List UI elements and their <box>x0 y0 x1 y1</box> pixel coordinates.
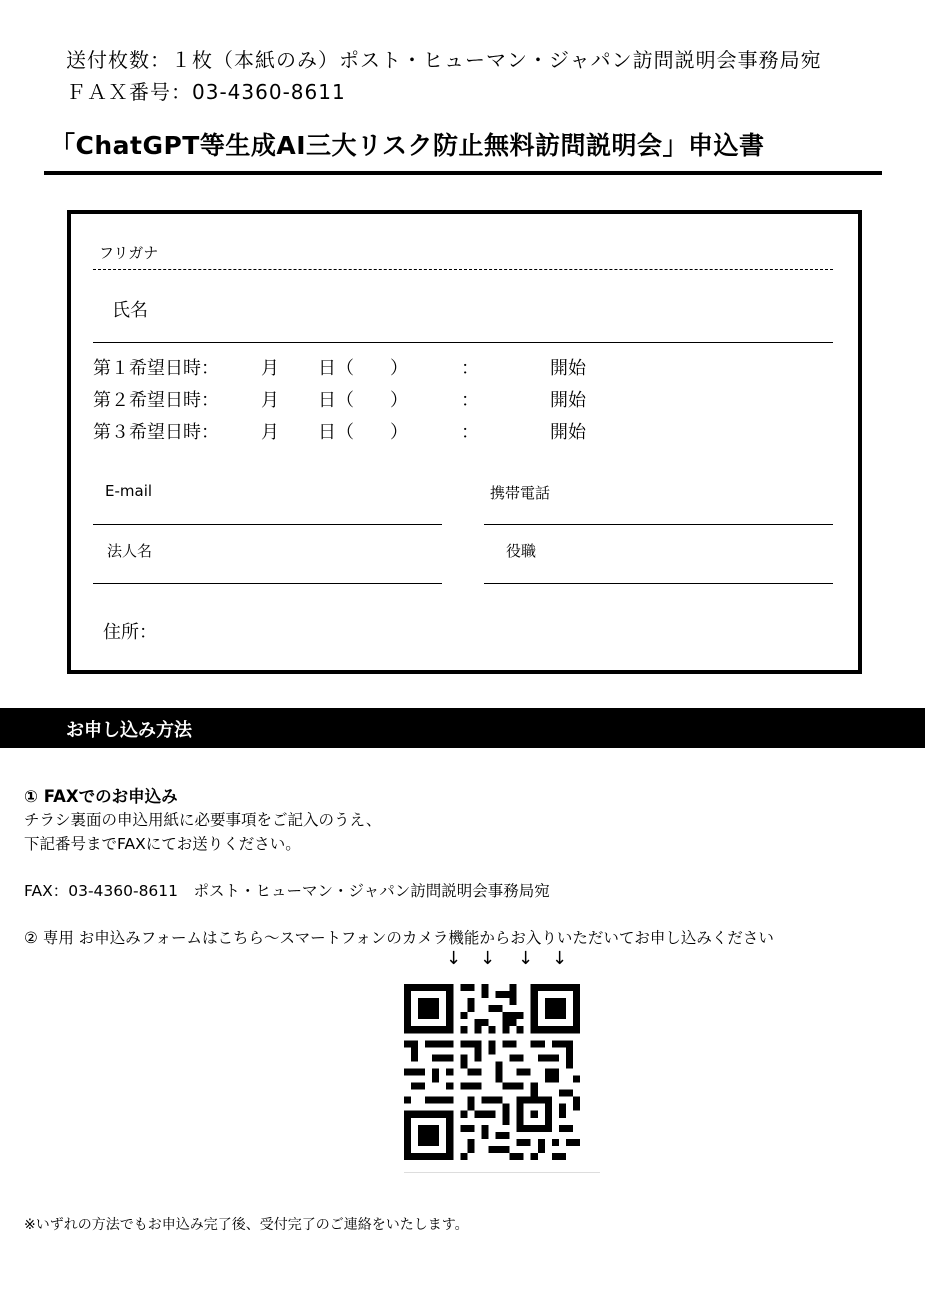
weekday-close: ） <box>390 358 408 379</box>
name-field[interactable] <box>93 342 833 343</box>
date-row-label: 第３希望日時： <box>93 422 219 443</box>
fax-number-detail: FAX：03-4360-8611 ポスト・ヒューマン・ジャパン訪問説明会事務局宛 <box>24 882 550 900</box>
date-row-label: 第１希望日時： <box>93 358 219 379</box>
arrow-group <box>446 948 586 969</box>
footnote: ※いずれの方法でもお申込み完了後、受付完了のご連絡をいたします。 <box>24 1217 469 1233</box>
form-method-prefix: ② 専用 <box>24 929 79 947</box>
day-label: 日（ <box>318 422 354 443</box>
down-arrow-icon: ↓ <box>446 948 462 969</box>
start-label: 開始 <box>550 390 586 411</box>
page-title: 「ChatGPT等生成AI三大リスク防止無料訪問説明会」申込書 <box>50 131 765 160</box>
time-colon: ： <box>461 390 479 411</box>
title-underline <box>44 171 882 175</box>
start-label: 開始 <box>550 422 586 443</box>
day-label: 日（ <box>318 390 354 411</box>
position-field[interactable] <box>484 583 833 584</box>
fax-method-heading: ① FAXでのお申込み <box>24 787 178 806</box>
section-title: お申し込み方法 <box>66 720 192 741</box>
fax-instruction-2: 下記番号までFAXにてお送りください。 <box>24 835 301 853</box>
email-label: E-mail <box>105 482 153 500</box>
down-arrow-icon: ↓ <box>552 948 568 969</box>
name-label: 氏名 <box>112 300 148 321</box>
fax-number-line: ＦＡＸ番号：03-4360-8611 <box>66 80 346 104</box>
form-method-heading <box>24 926 774 948</box>
day-label: 日（ <box>318 358 354 379</box>
furigana-field[interactable] <box>93 269 833 270</box>
month-label: 月 <box>261 422 279 443</box>
time-colon: ： <box>461 358 479 379</box>
position-label: 役職 <box>506 542 537 560</box>
sender-info-line: 送付枚数：１枚（本紙のみ）ポスト・ヒューマン・ジャパン訪問説明会事務局宛 <box>66 48 822 72</box>
weekday-close: ） <box>390 390 408 411</box>
weekday-close: ） <box>390 422 408 443</box>
furigana-label: フリガナ <box>99 244 159 262</box>
start-label: 開始 <box>550 358 586 379</box>
down-arrow-icon: ↓ <box>480 948 496 969</box>
time-colon: ： <box>461 422 479 443</box>
fax-instruction-1: チラシ裏面の申込用紙に必要事項をご記入のうえ、 <box>24 811 382 829</box>
date-row-label: 第２希望日時： <box>93 390 219 411</box>
month-label: 月 <box>261 358 279 379</box>
company-label: 法人名 <box>107 542 153 560</box>
company-field[interactable] <box>93 583 442 584</box>
form-method-text: お申込みフォームはこちら～スマートフォンのカメラ機能からお入りいただいてお申し込みください <box>78 929 774 947</box>
phone-label: 携帯電話 <box>490 484 551 502</box>
month-label: 月 <box>261 390 279 411</box>
qr-code-icon[interactable] <box>404 984 580 1160</box>
address-label: 住所： <box>103 622 157 643</box>
qr-divider <box>404 1172 600 1173</box>
email-field[interactable] <box>93 524 442 525</box>
phone-field[interactable] <box>484 524 833 525</box>
down-arrow-icon: ↓ <box>518 948 534 969</box>
